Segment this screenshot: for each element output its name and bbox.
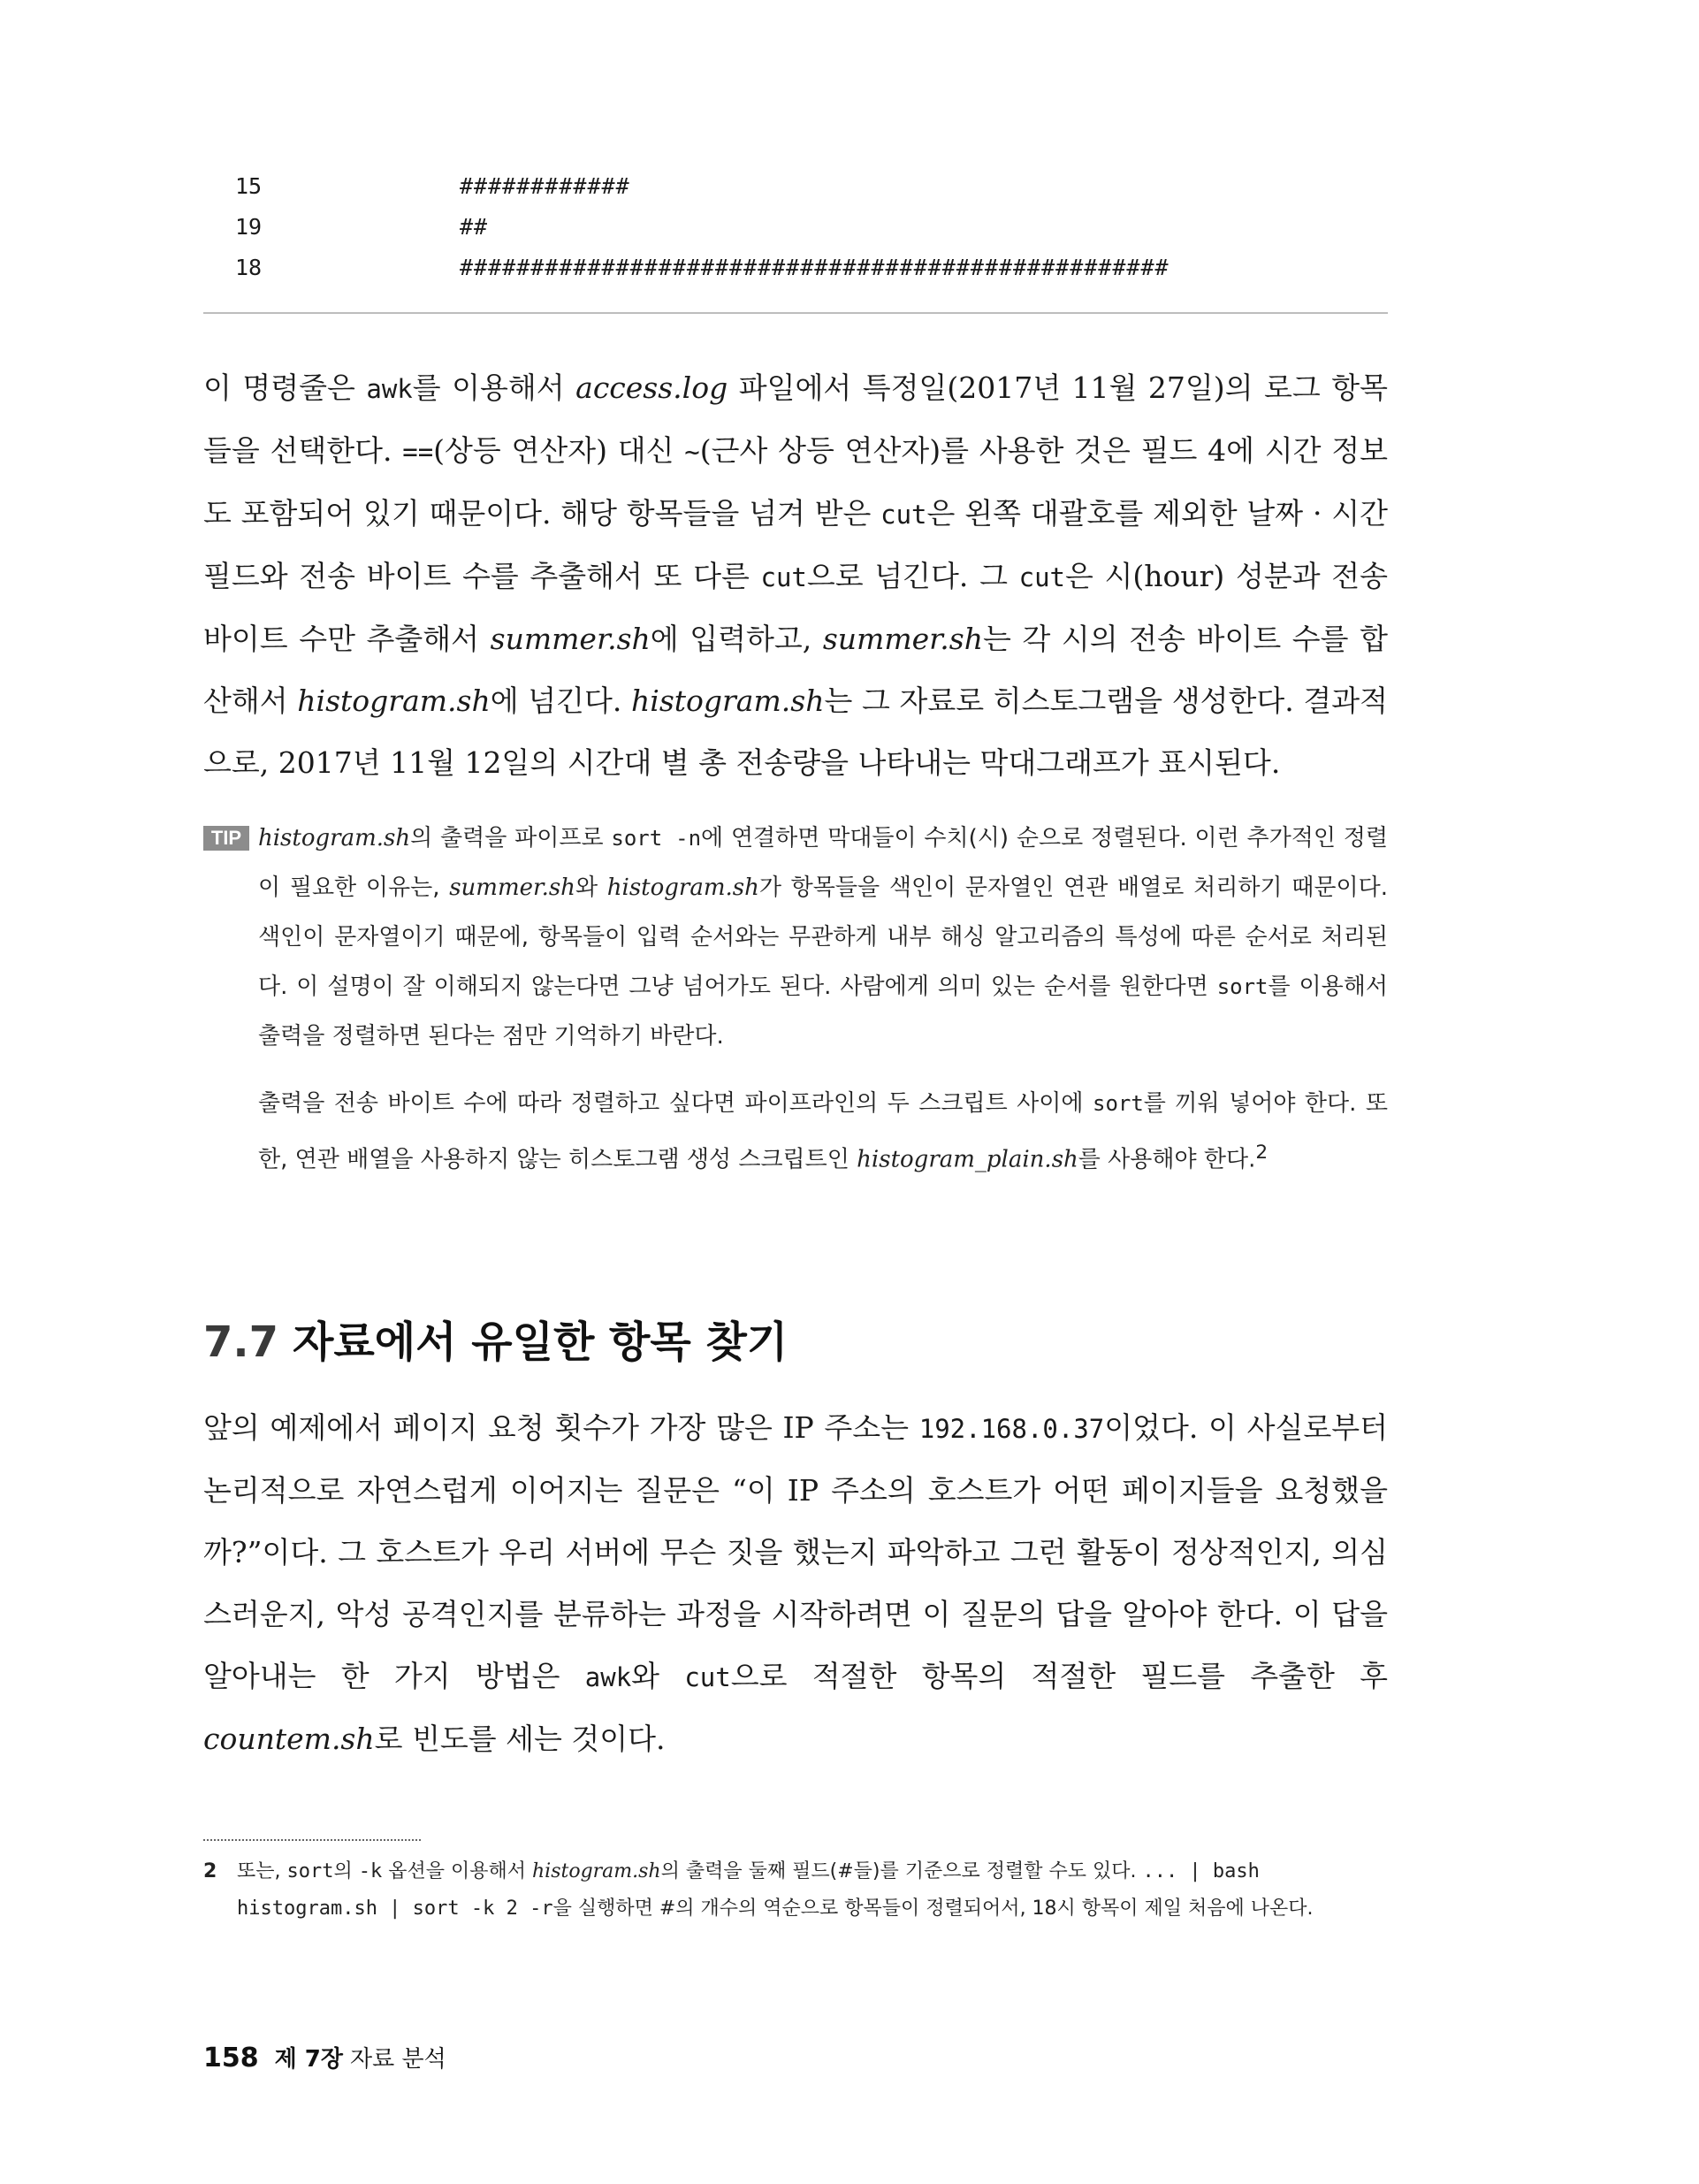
filename-histogram-plain: histogram_plain.sh: [857, 1146, 1078, 1173]
code-sort: sort: [1093, 1091, 1144, 1116]
histogram-bar: ############: [460, 173, 630, 199]
hour-value: 19: [235, 214, 263, 240]
section-number: 7.7: [203, 1317, 279, 1367]
code-block-divider: [203, 312, 1388, 314]
page-footer: [203, 2041, 446, 2077]
hour-value: 18: [235, 255, 263, 280]
code-tilde-operator: ~: [684, 437, 700, 467]
code-awk: awk: [366, 374, 413, 404]
page-number: 158: [203, 2043, 259, 2073]
footnote-reference[interactable]: 2: [1255, 1142, 1269, 1164]
code-k-option: -k: [358, 1860, 383, 1882]
filename-access-log: access.log: [575, 370, 728, 405]
section-title: 자료에서 유일한 항목 찾기: [293, 1317, 789, 1367]
filename-histogram: histogram.sh: [531, 1860, 661, 1882]
footnote: [203, 1853, 1388, 1928]
code-output-block: [203, 166, 1388, 288]
histogram-bar: ##################################################: [460, 255, 1169, 280]
footnote-text: 또는, sort의 -k 옵션을 이용해서 histogram.sh의 출력을 둘째 필드(#들)를 기준으로 정렬할 수도 있다. ... | bash histogram.sh | sort -k 2 -r을 실행하면 #의 개수의 역순으로 항목들이 정렬되어서, 18시 항목이 제일 처음에 나온다.: [237, 1860, 1314, 1920]
filename-summer: summer.sh: [449, 874, 575, 901]
code-row: [203, 166, 1388, 207]
filename-countem: countem.sh: [203, 1722, 375, 1756]
filename-histogram: histogram.sh: [606, 874, 759, 901]
filename-summer: summer.sh: [822, 622, 983, 656]
code-row: [203, 207, 1388, 248]
histogram-bar: ##: [460, 214, 489, 240]
section-heading: [203, 1316, 788, 1369]
tip-paragraph-2: 출력을 전송 바이트 수에 따라 정렬하고 싶다면 파이프라인의 두 스크립트 사이에 sort를 끼워 넣어야 한다. 또한, 연관 배열을 사용하지 않는 히스토그램 생성 스크립트인 histogram_plain.sh를 사용해야 한다.$^2$: [258, 1090, 1388, 1173]
hour-value: 15: [235, 173, 263, 199]
code-cut: cut: [880, 500, 927, 530]
filename-histogram: histogram.sh: [297, 683, 491, 718]
footnote-number: 2: [203, 1860, 217, 1882]
filename-histogram: histogram.sh: [258, 825, 411, 851]
code-sort: sort: [286, 1860, 334, 1882]
body-paragraph-1: 이 명령줄은 awk를 이용해서 access.log 파일에서 특정일(2017년 11월 27일)의 로그 항목들을 선택한다. ==(상등 연산자) 대신 ~(근사 상등 연산자)를 사용한 것은 필드 4에 시간 정보도 포함되어 있기 때문이다. 해당 항목들을 넘겨 받은 cut은 왼쪽 대괄호를 제외한 날짜 · 시간 필드와 전송 바이트 수를 추출해서 또 다른 cut으로 넘긴다. 그 cut은 시(hour) 성분과 전송 바이트 수만 추출해서 summer.sh에 입력하고, summer.sh는 각 시의 전송 바이트 수를 합산해서 histogram.sh에 넘긴다. histogram.sh는 그 자료로 히스토그램을 생성한다. 결과적으로, 2017년 11월 12일의 시간대 별 총 전송량을 나타내는 막대그래프가 표시된다.: [203, 370, 1389, 780]
tip-paragraph-1: histogram.sh의 출력을 파이프로 sort -n에 연결하면 막대들이 수치(시) 순으로 정렬된다. 이런 추가적인 정렬이 필요한 이유는, summer.sh와 histogram.sh가 항목들을 색인이 문자열인 연관 배열로 처리하기 때문이다. 색인이 문자열이기 때문에, 항목들이 입력 순서와는 무관하게 내부 해싱 알고리즘의 특성에 따른 순서로 처리된다. 이 설명이 잘 이해되지 않는다면 그냥 넘어가도 된다. 사람에게 의미 있는 순서를 원한다면 sort를 이용해서 출력을 정렬하면 된다는 점만 기억하기 바란다.: [258, 825, 1388, 1050]
footnote-divider: [203, 1839, 421, 1841]
chapter-label: 제 7장: [274, 2046, 343, 2073]
filename-summer: summer.sh: [490, 622, 651, 656]
code-cut: cut: [1018, 562, 1065, 592]
code-pipeline-command: ... | bash histogram.sh | sort -k 2 -r: [237, 1860, 1260, 1920]
filename-histogram: histogram.sh: [631, 683, 825, 718]
code-row: [203, 248, 1388, 288]
code-ip-address: 192.168.0.37: [918, 1414, 1105, 1444]
tip-badge: TIP: [203, 826, 249, 851]
code-cut: cut: [760, 562, 807, 592]
body-paragraph-2: 앞의 예제에서 페이지 요청 횟수가 가장 많은 IP 주소는 192.168.0.37이었다. 이 사실로부터 논리적으로 자연스럽게 이어지는 질문은 “이 IP 주소의 호스트가 어떤 페이지들을 요청했을까?”이다. 그 호스트가 우리 서버에 무슨 짓을 했는지 파악하고 그런 활동이 정상적인지, 의심스러운지, 악성 공격인지를 분류하는 과정을 시작하려면 이 질문의 답을 알아야 한다. 이 답을 알아내는 한 가지 방법은 awk와 cut으로 적절한 항목의 적절한 필드를 추출한 후 countem.sh로 빈도를 세는 것이다.: [203, 1410, 1388, 1756]
code-equality-operator: ==: [402, 437, 434, 467]
code-awk: awk: [584, 1662, 632, 1692]
code-sort: sort: [1216, 974, 1269, 999]
chapter-title: 자료 분석: [350, 2046, 446, 2073]
code-cut: cut: [684, 1662, 731, 1692]
code-sort-n: sort -n: [611, 826, 702, 851]
